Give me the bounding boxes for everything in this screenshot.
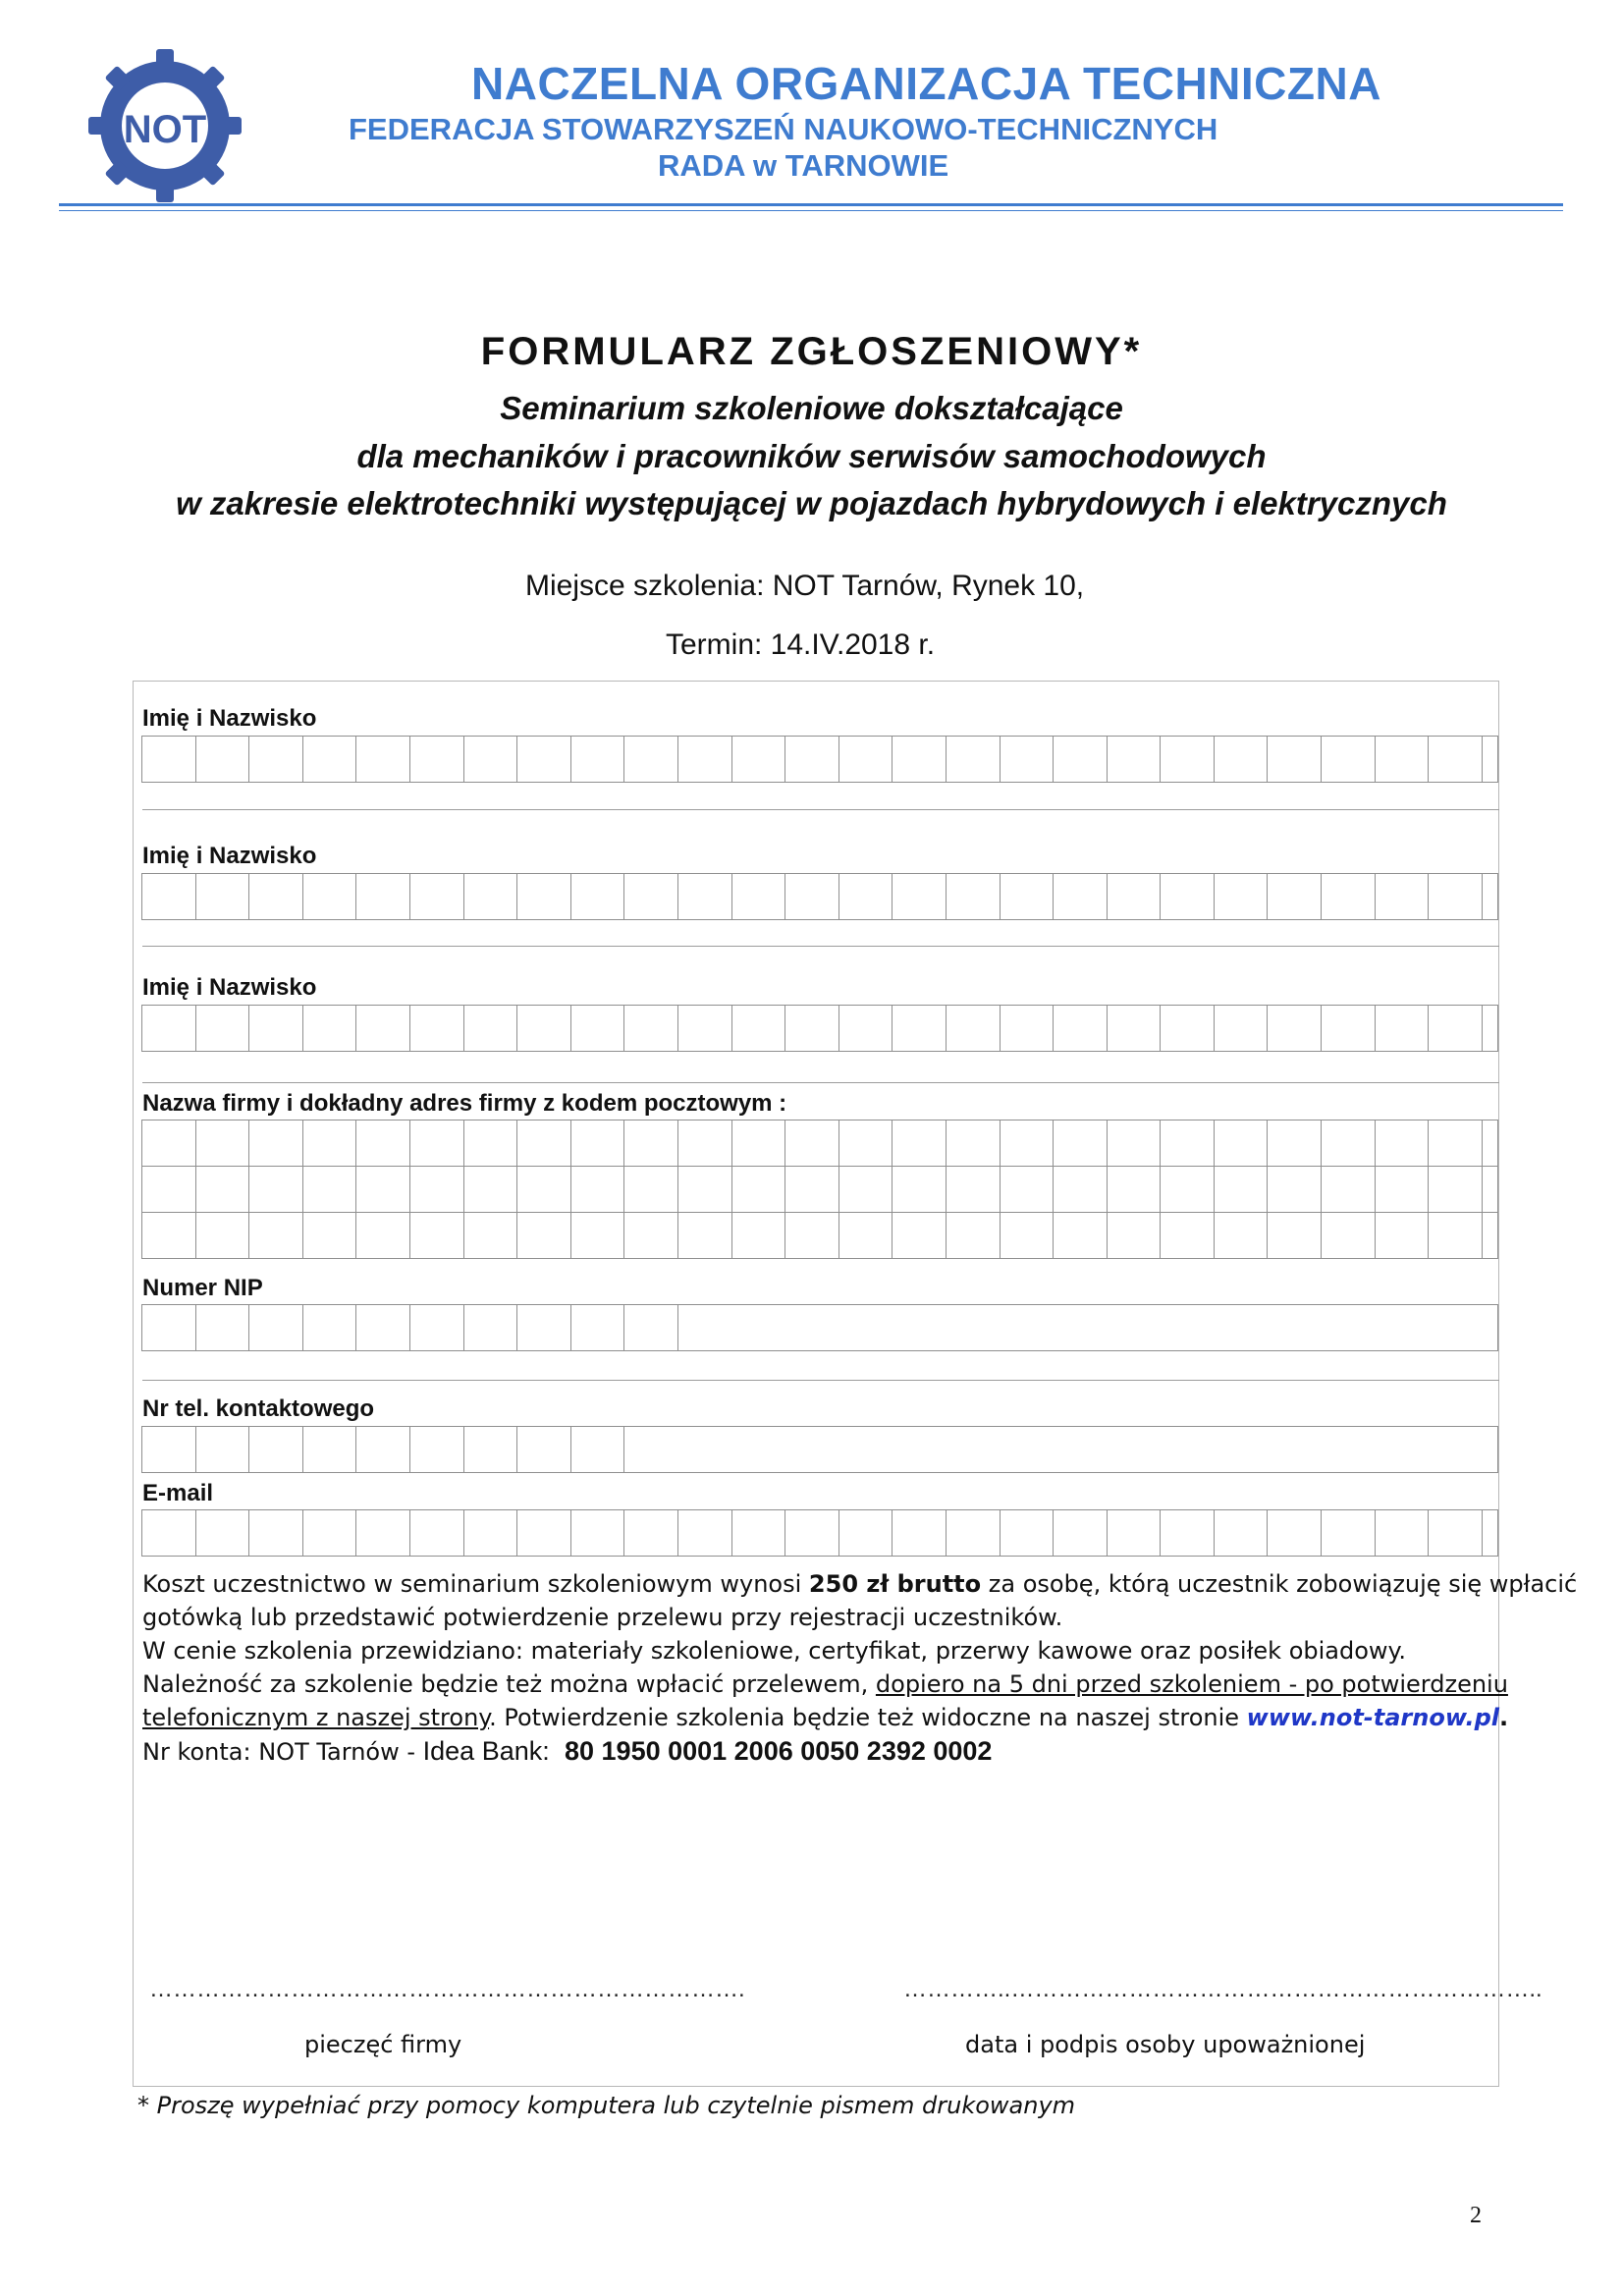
char-box-row [142, 1510, 1498, 1557]
char-box[interactable] [355, 1212, 410, 1259]
char-box[interactable] [516, 1212, 571, 1259]
char-box-row [142, 1167, 1498, 1213]
char-box[interactable] [1267, 736, 1322, 783]
training-place: Miejsce szkolenia: NOT Tarnów, Rynek 10, [525, 570, 1085, 602]
name-3-label: Imię i Nazwisko [142, 974, 317, 1001]
char-box[interactable] [409, 1304, 464, 1351]
char-box[interactable] [409, 873, 464, 920]
char-box[interactable] [623, 1304, 678, 1351]
company-label: Nazwa firmy i dokładny adres firmy z kodem pocztowym : [142, 1090, 787, 1117]
char-box[interactable] [409, 736, 464, 783]
terms-payment: gotówką lub przedstawić potwierdzenie przelewu przy rejestracji uczestników. [142, 1604, 1063, 1631]
char-box[interactable] [248, 736, 303, 783]
char-box[interactable] [516, 1304, 571, 1351]
email-field[interactable] [142, 1510, 1498, 1557]
char-box[interactable] [570, 1426, 625, 1473]
char-box-tail[interactable] [1482, 1509, 1498, 1557]
char-box[interactable] [141, 736, 196, 783]
char-box[interactable] [516, 1005, 571, 1052]
divider [142, 809, 1499, 810]
char-box[interactable] [409, 1005, 464, 1052]
char-box[interactable] [1428, 1509, 1483, 1557]
char-box[interactable] [1321, 1509, 1376, 1557]
char-box[interactable] [516, 736, 571, 783]
char-box[interactable] [195, 873, 250, 920]
char-box[interactable] [1000, 1212, 1055, 1259]
char-box[interactable] [1053, 1166, 1108, 1213]
char-box[interactable] [946, 1005, 1001, 1052]
char-box-tail[interactable] [623, 1426, 1498, 1473]
char-box[interactable] [302, 1509, 357, 1557]
nip-field[interactable] [142, 1305, 1498, 1351]
char-box[interactable] [1107, 1005, 1162, 1052]
char-box[interactable] [1214, 1120, 1269, 1167]
char-box[interactable] [463, 873, 518, 920]
char-box[interactable] [1428, 873, 1483, 920]
char-box[interactable] [302, 1005, 357, 1052]
char-box[interactable] [195, 1509, 250, 1557]
char-box[interactable] [463, 1304, 518, 1351]
char-box[interactable] [355, 1166, 410, 1213]
char-box-tail[interactable] [1482, 873, 1498, 920]
char-box[interactable] [784, 736, 839, 783]
char-box[interactable] [570, 873, 625, 920]
signature-label: data i podpis osoby upoważnionej [965, 2031, 1366, 2058]
char-box[interactable] [1321, 1005, 1376, 1052]
char-box[interactable] [302, 1166, 357, 1213]
char-box[interactable] [892, 873, 947, 920]
char-box[interactable] [677, 1212, 732, 1259]
char-box[interactable] [1053, 1120, 1108, 1167]
char-box[interactable] [892, 1005, 947, 1052]
char-box[interactable] [195, 736, 250, 783]
char-box[interactable] [946, 1166, 1001, 1213]
divider [142, 946, 1499, 947]
char-box[interactable] [141, 1166, 196, 1213]
char-box[interactable] [1053, 1212, 1108, 1259]
header-divider-thin [59, 210, 1563, 211]
char-box[interactable] [839, 736, 893, 783]
char-box[interactable] [570, 1005, 625, 1052]
char-box[interactable] [302, 1304, 357, 1351]
char-box[interactable] [355, 1426, 410, 1473]
char-box[interactable] [1000, 1509, 1055, 1557]
char-box[interactable] [1428, 1005, 1483, 1052]
char-box[interactable] [248, 873, 303, 920]
char-box[interactable] [570, 1166, 625, 1213]
char-box[interactable] [892, 1509, 947, 1557]
char-box[interactable] [677, 1120, 732, 1167]
char-box[interactable] [1107, 736, 1162, 783]
char-box[interactable] [731, 1120, 786, 1167]
name-2-field[interactable] [142, 874, 1498, 920]
char-box[interactable] [1375, 1509, 1430, 1557]
char-box[interactable] [1160, 736, 1215, 783]
char-box[interactable] [1267, 1212, 1322, 1259]
char-box[interactable] [784, 1120, 839, 1167]
char-box[interactable] [1428, 1120, 1483, 1167]
char-box[interactable] [248, 1509, 303, 1557]
char-box[interactable] [1428, 736, 1483, 783]
char-box[interactable] [1107, 1509, 1162, 1557]
name-1-field[interactable] [142, 737, 1498, 783]
char-box[interactable] [248, 1166, 303, 1213]
char-box[interactable] [623, 1005, 678, 1052]
char-box[interactable] [570, 736, 625, 783]
char-box[interactable] [731, 1005, 786, 1052]
char-box[interactable] [1428, 1166, 1483, 1213]
char-box[interactable] [1375, 1005, 1430, 1052]
phone-field[interactable] [142, 1427, 1498, 1473]
name-1-label: Imię i Nazwisko [142, 705, 317, 732]
char-box[interactable] [463, 1166, 518, 1213]
form-title: FORMULARZ ZGŁOSZENIOWY* [480, 330, 1143, 373]
company-stamp-line: …………………………………………………………………. [149, 1976, 745, 2002]
char-box[interactable] [623, 1212, 678, 1259]
char-box[interactable] [516, 1426, 571, 1473]
char-box[interactable] [195, 1166, 250, 1213]
logo-text: NOT [123, 108, 207, 151]
char-box[interactable] [1267, 1120, 1322, 1167]
name-3-field[interactable] [142, 1006, 1498, 1052]
char-box[interactable] [409, 1120, 464, 1167]
char-box[interactable] [302, 1426, 357, 1473]
header-divider [59, 203, 1563, 206]
terms-cost: Koszt uczestnictwo w seminarium szkoleniowym wynosi 250 zł brutto za osobę, którą uczestnik zobowiązuję się wpłacić [142, 1570, 1578, 1598]
char-box-row [142, 1121, 1498, 1167]
website-link[interactable]: www.not-tarnow.pl [1246, 1704, 1499, 1731]
char-box[interactable] [570, 1509, 625, 1557]
char-box[interactable] [731, 873, 786, 920]
char-box-tail[interactable] [677, 1304, 1498, 1351]
char-box[interactable] [248, 1120, 303, 1167]
org-federation: FEDERACJA STOWARZYSZEŃ NAUKOWO-TECHNICZNYCH [349, 112, 1218, 146]
seminar-audience: dla mechaników i pracowników serwisów samochodowych [356, 438, 1267, 474]
char-box[interactable] [1267, 1509, 1322, 1557]
phone-label: Nr tel. kontaktowego [142, 1395, 375, 1422]
org-name: NACZELNA ORGANIZACJA TECHNICZNA [471, 58, 1381, 109]
not-logo [86, 47, 243, 204]
char-box[interactable] [1375, 1212, 1430, 1259]
char-box[interactable] [731, 1509, 786, 1557]
char-box[interactable] [248, 1304, 303, 1351]
char-box[interactable] [1160, 1166, 1215, 1213]
char-box[interactable] [355, 873, 410, 920]
char-box[interactable] [623, 1509, 678, 1557]
char-box[interactable] [839, 1212, 893, 1259]
char-box[interactable] [248, 1005, 303, 1052]
char-box[interactable] [784, 1166, 839, 1213]
char-box-row [142, 1427, 1498, 1473]
char-box[interactable] [195, 1005, 250, 1052]
char-box[interactable] [839, 1005, 893, 1052]
char-box[interactable] [731, 1212, 786, 1259]
char-box[interactable] [839, 1166, 893, 1213]
char-box[interactable] [1107, 1120, 1162, 1167]
char-box[interactable] [1000, 1005, 1055, 1052]
char-box[interactable] [141, 873, 196, 920]
footnote: * Proszę wypełniać przy pomocy komputera lub czytelnie pismem drukowanym [137, 2092, 1076, 2119]
char-box[interactable] [195, 1304, 250, 1351]
divider [142, 1082, 1499, 1083]
char-box[interactable] [677, 873, 732, 920]
char-box[interactable] [409, 1509, 464, 1557]
char-box[interactable] [1160, 1120, 1215, 1167]
char-box[interactable] [1053, 1509, 1108, 1557]
char-box[interactable] [302, 736, 357, 783]
account-number: 80 1950 0001 2006 0050 2392 0002 [565, 1736, 993, 1766]
char-box[interactable] [946, 1120, 1001, 1167]
page-number: 2 [1470, 2203, 1482, 2228]
char-box[interactable] [141, 1509, 196, 1557]
char-box[interactable] [355, 1005, 410, 1052]
char-box[interactable] [355, 1509, 410, 1557]
char-box[interactable] [409, 1212, 464, 1259]
char-box[interactable] [1107, 1166, 1162, 1213]
char-box[interactable] [463, 1005, 518, 1052]
char-box[interactable] [677, 1005, 732, 1052]
char-box-tail[interactable] [1482, 736, 1498, 783]
char-box[interactable] [1321, 736, 1376, 783]
char-box[interactable] [409, 1426, 464, 1473]
char-box[interactable] [1375, 1166, 1430, 1213]
char-box[interactable] [302, 873, 357, 920]
char-box-row [142, 1006, 1498, 1052]
char-box[interactable] [784, 1509, 839, 1557]
org-council: RADA w TARNOWIE [658, 148, 949, 183]
char-box[interactable] [1053, 1005, 1108, 1052]
char-box[interactable] [839, 873, 893, 920]
char-box[interactable] [1053, 736, 1108, 783]
char-box[interactable] [839, 1509, 893, 1557]
char-box[interactable] [946, 873, 1001, 920]
char-box[interactable] [731, 1166, 786, 1213]
divider [142, 1380, 1499, 1381]
char-box[interactable] [946, 1212, 1001, 1259]
char-box-row [142, 737, 1498, 783]
char-box[interactable] [302, 1120, 357, 1167]
char-box[interactable] [141, 1120, 196, 1167]
char-box-tail[interactable] [1482, 1212, 1498, 1259]
char-box[interactable] [892, 1212, 947, 1259]
char-box[interactable] [195, 1212, 250, 1259]
char-box[interactable] [463, 1509, 518, 1557]
seminar-title: Seminarium szkoleniowe dokształcające [500, 390, 1123, 426]
char-box[interactable] [516, 1509, 571, 1557]
char-box[interactable] [463, 1212, 518, 1259]
char-box[interactable] [1214, 1005, 1269, 1052]
char-box[interactable] [892, 736, 947, 783]
char-box[interactable] [195, 1426, 250, 1473]
training-date: Termin: 14.IV.2018 r. [666, 629, 936, 661]
company-field[interactable] [142, 1121, 1498, 1259]
char-box[interactable] [677, 1166, 732, 1213]
char-box[interactable] [1160, 1212, 1215, 1259]
char-box[interactable] [946, 1509, 1001, 1557]
char-box[interactable] [570, 1212, 625, 1259]
char-box[interactable] [195, 1120, 250, 1167]
email-label: E-mail [142, 1480, 214, 1506]
char-box[interactable] [248, 1426, 303, 1473]
terms-transfer: Należność za szkolenie będzie też można wpłacić przelewem, dopiero na 5 dni przed szkoleniem - po potwierdzeniu [142, 1670, 1508, 1698]
char-box[interactable] [355, 1120, 410, 1167]
char-box[interactable] [516, 1166, 571, 1213]
char-box[interactable] [1375, 736, 1430, 783]
char-box[interactable] [141, 1005, 196, 1052]
char-box[interactable] [1107, 1212, 1162, 1259]
char-box-row [142, 874, 1498, 920]
char-box[interactable] [623, 1120, 678, 1167]
char-box[interactable] [463, 736, 518, 783]
char-box[interactable] [570, 1120, 625, 1167]
char-box[interactable] [302, 1212, 357, 1259]
char-box[interactable] [1160, 1509, 1215, 1557]
char-box[interactable] [623, 736, 678, 783]
char-box[interactable] [1214, 736, 1269, 783]
price: 250 zł brutto [808, 1570, 982, 1598]
char-box-tail[interactable] [1482, 1166, 1498, 1213]
char-box[interactable] [463, 1120, 518, 1167]
char-box[interactable] [1000, 873, 1055, 920]
char-box[interactable] [355, 1304, 410, 1351]
char-box[interactable] [1321, 873, 1376, 920]
char-box[interactable] [731, 736, 786, 783]
char-box[interactable] [1267, 1166, 1322, 1213]
char-box[interactable] [784, 873, 839, 920]
char-box[interactable] [1000, 736, 1055, 783]
char-box[interactable] [1214, 1212, 1269, 1259]
char-box[interactable] [784, 1212, 839, 1259]
char-box[interactable] [141, 1212, 196, 1259]
char-box[interactable] [463, 1426, 518, 1473]
char-box[interactable] [1375, 1120, 1430, 1167]
char-box[interactable] [1375, 873, 1430, 920]
char-box[interactable] [1428, 1212, 1483, 1259]
char-box-row [142, 1305, 1498, 1351]
char-box[interactable] [1160, 1005, 1215, 1052]
char-box[interactable] [570, 1304, 625, 1351]
char-box[interactable] [141, 1304, 196, 1351]
seminar-scope: w zakresie elektrotechniki występującej w pojazdach hybrydowych i elektrycznych [176, 485, 1447, 521]
char-box[interactable] [1321, 1166, 1376, 1213]
char-box[interactable] [1053, 873, 1108, 920]
char-box-tail[interactable] [1482, 1005, 1498, 1052]
char-box[interactable] [1321, 1212, 1376, 1259]
char-box[interactable] [1321, 1120, 1376, 1167]
char-box-tail[interactable] [1482, 1120, 1498, 1167]
char-box[interactable] [1000, 1166, 1055, 1213]
char-box[interactable] [516, 1120, 571, 1167]
char-box[interactable] [355, 736, 410, 783]
company-stamp-label: pieczęć firmy [304, 2031, 462, 2058]
char-box-row [142, 1213, 1498, 1259]
char-box[interactable] [892, 1166, 947, 1213]
terms-confirmation: telefonicznym z naszej strony. Potwierdzenie szkolenia będzie też widoczne na naszej stronie www.not-tarnow.pl. [142, 1704, 1509, 1731]
char-box[interactable] [839, 1120, 893, 1167]
char-box[interactable] [516, 873, 571, 920]
name-2-label: Imię i Nazwisko [142, 843, 317, 869]
char-box[interactable] [623, 1166, 678, 1213]
char-box[interactable] [1214, 873, 1269, 920]
char-box[interactable] [946, 736, 1001, 783]
char-box[interactable] [623, 873, 678, 920]
char-box[interactable] [1160, 873, 1215, 920]
char-box[interactable] [141, 1426, 196, 1473]
char-box[interactable] [1107, 873, 1162, 920]
char-box[interactable] [1214, 1509, 1269, 1557]
terms-included: W cenie szkolenia przewidziano: materiały szkoleniowe, certyfikat, przerwy kawowe oraz posiłek obiadowy. [142, 1637, 1406, 1665]
char-box[interactable] [1267, 1005, 1322, 1052]
char-box[interactable] [409, 1166, 464, 1213]
signature-line: …………..………………………………………………………….. [903, 1976, 1542, 2002]
nip-label: Numer NIP [142, 1275, 263, 1301]
bank-account: Nr konta: NOT Tarnów - Idea Bank: 80 1950 0001 2006 0050 2392 0002 [142, 1736, 993, 1766]
terms-section [142, 1567, 1578, 1769]
char-box[interactable] [248, 1212, 303, 1259]
char-box[interactable] [1267, 873, 1322, 920]
char-box[interactable] [784, 1005, 839, 1052]
char-box[interactable] [892, 1120, 947, 1167]
char-box[interactable] [1214, 1166, 1269, 1213]
char-box[interactable] [677, 1509, 732, 1557]
char-box[interactable] [1000, 1120, 1055, 1167]
char-box[interactable] [677, 736, 732, 783]
